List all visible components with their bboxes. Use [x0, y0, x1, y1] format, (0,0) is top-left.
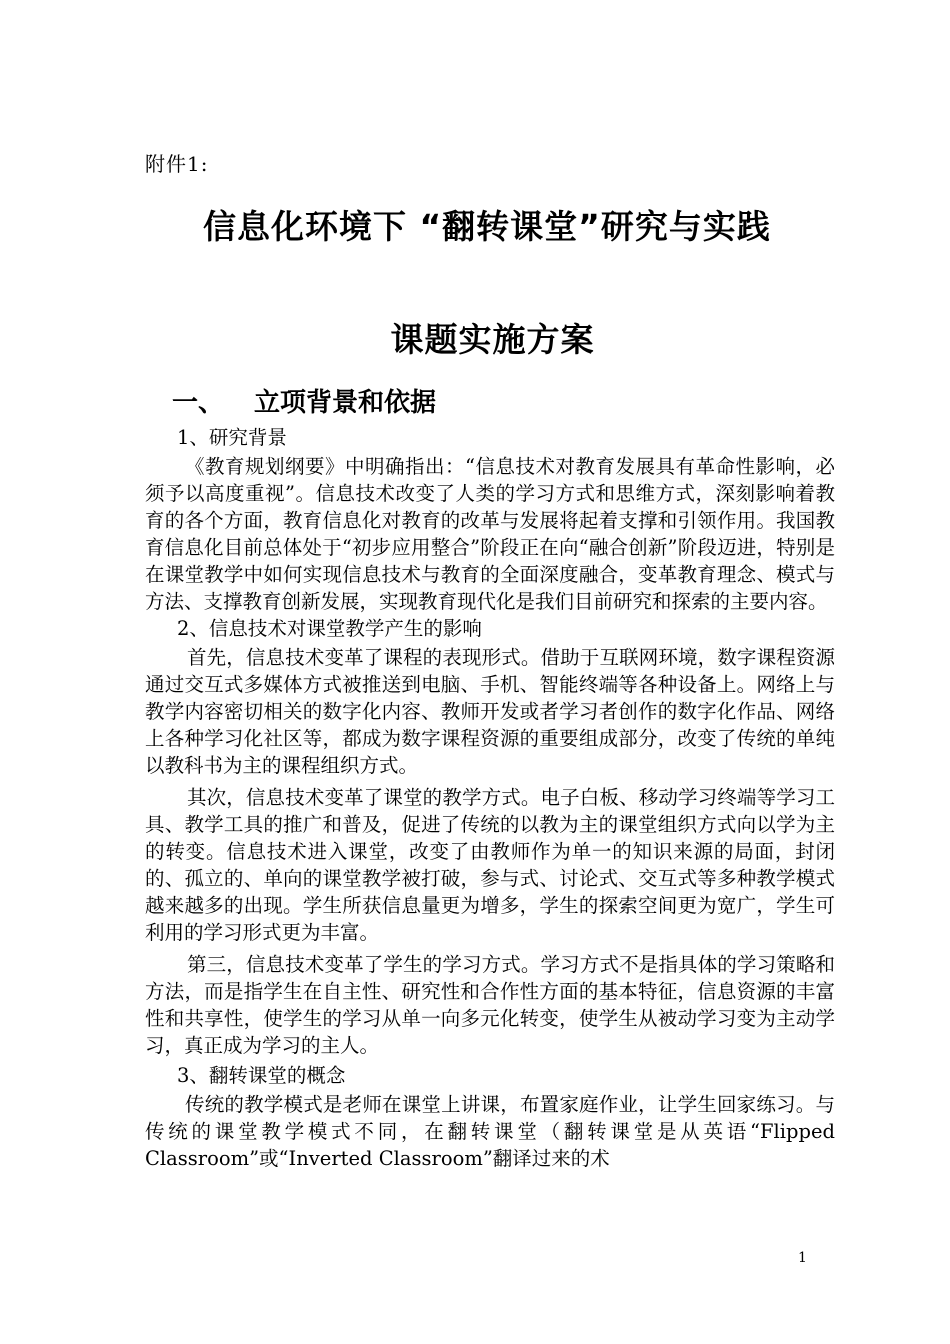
paragraph-traditional: 传统的教学模式是老师在课堂上讲课，布置家庭作业，让学生回家练习。与传统的课堂教学模式不同，在翻转课堂（翻转课堂是从英语“Flipped Classroom”或“Inverted Classroom”翻译过来的术: [145, 1093, 835, 1170]
document-title: 信息化环境下 “翻转课堂”研究与实践: [203, 207, 771, 246]
subheading-it-impact: 2、信息技术对课堂教学产生的影响: [177, 617, 482, 640]
section-heading: [172, 382, 436, 419]
section-title: 立项背景和依据: [254, 388, 437, 418]
section-number: 一、: [172, 388, 225, 418]
paragraph-first: 首先，信息技术变革了课程的表现形式。借助于互联网环境，数字课程资源通过交互式多媒体方式被推送到电脑、手机、智能终端等各种设备上。网络上与教学内容密切相关的数字化内容、教师开发或者学习者创作的数字化作品、网络上各种学习化社区等，都成为数字课程资源的重要组成部分，改变了传统的单纯以教科书为主的课程组织方式。: [145, 646, 835, 777]
paragraph-background: 《教育规划纲要》中明确指出：“信息技术对教育发展具有革命性影响，必须予以高度重视”。信息技术改变了人类的学习方式和思维方式，深刻影响着教育的各个方面，教育信息化对教育的改革与发展将起着支撑和引领作用。我国教育信息化目前总体处于“初步应用整合”阶段正在向“融合创新”阶段迈进，特别是在课堂教学中如何实现信息技术与教育的全面深度融合，变革教育理念、模式与方法、支撑教育创新发展，实现教育现代化是我们目前研究和探索的主要内容。: [145, 455, 835, 613]
subheading-flipped-concept: 3、翻转课堂的概念: [177, 1064, 346, 1087]
document-body: [145, 424, 835, 1172]
attachment-label: 附件1:: [145, 152, 209, 176]
subheading-research-background: 1、研究背景: [177, 426, 287, 449]
page-number: 1: [798, 1250, 807, 1266]
paragraph-second: 其次，信息技术变革了课堂的教学方式。电子白板、移动学习终端等学习工具、教学工具的推广和普及，促进了传统的以教为主的课堂组织方式向以学为主的转变。信息技术进入课堂，改变了由教师作为单一的知识来源的局面，封闭的、孤立的、单向的课堂教学被打破，参与式、讨论式、交互式等多种教学模式越来越多的出现。学生所获信息量更为增多，学生的探索空间更为宽广，学生可利用的学习形式更为丰富。: [145, 786, 835, 944]
document-subtitle: 课题实施方案: [390, 320, 595, 359]
paragraph-third: 第三，信息技术变革了学生的学习方式。学习方式不是指具体的学习策略和方法，而是指学生在自主性、研究性和合作性方面的基本特征，信息资源的丰富性和共享性，使学生的学习从单一向多元化转变，使学生从被动学习变为主动学习，真正成为学习的主人。: [145, 953, 835, 1057]
